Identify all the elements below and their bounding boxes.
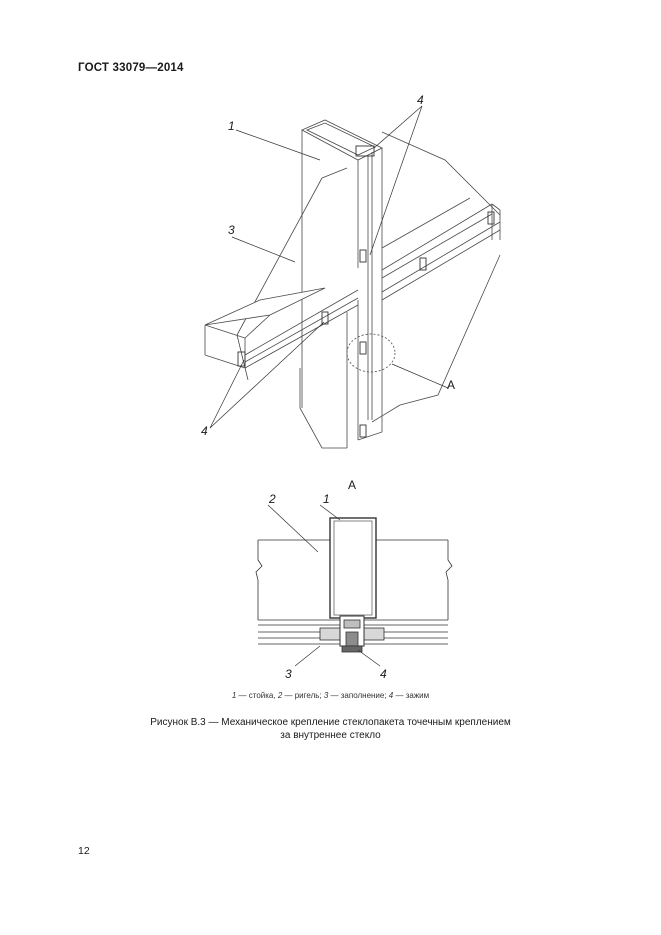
- transom-drawing: [205, 198, 500, 368]
- callout-4-bottom: 4: [201, 424, 208, 438]
- detail-section: [256, 518, 452, 652]
- figure-legend: 1 — стойка, 2 — ригель; 3 — заполнение; 4 — зажим: [231, 691, 430, 700]
- detail-a-marker: [347, 334, 395, 372]
- callout-3-top: 3: [228, 223, 235, 237]
- callout-1-top: 1: [228, 119, 235, 133]
- callout-detail-a: A: [447, 378, 456, 392]
- detail-callout-3: 3: [285, 667, 292, 681]
- detail-callout-4: 4: [380, 667, 387, 681]
- figure-caption: [0, 716, 661, 742]
- leader-lines: [210, 106, 448, 428]
- mullion-drawing: [302, 120, 382, 448]
- document-header: ГОСТ 33079—2014: [78, 62, 184, 74]
- caption-line-1: Рисунок В.3 — Механическое крепление стеклопакета точечным креплением: [150, 717, 511, 728]
- detail-callout-1: 1: [323, 492, 330, 506]
- detail-callout-2: 2: [269, 492, 276, 506]
- axonometric-view: [205, 120, 500, 448]
- callout-4-top: 4: [417, 93, 424, 107]
- clamp-marks: [238, 146, 494, 437]
- page-number: 12: [78, 845, 90, 857]
- infill-panel-outline: [237, 132, 500, 448]
- detail-title: A: [348, 478, 357, 492]
- caption-line-2: за внутреннее стекло: [280, 730, 381, 741]
